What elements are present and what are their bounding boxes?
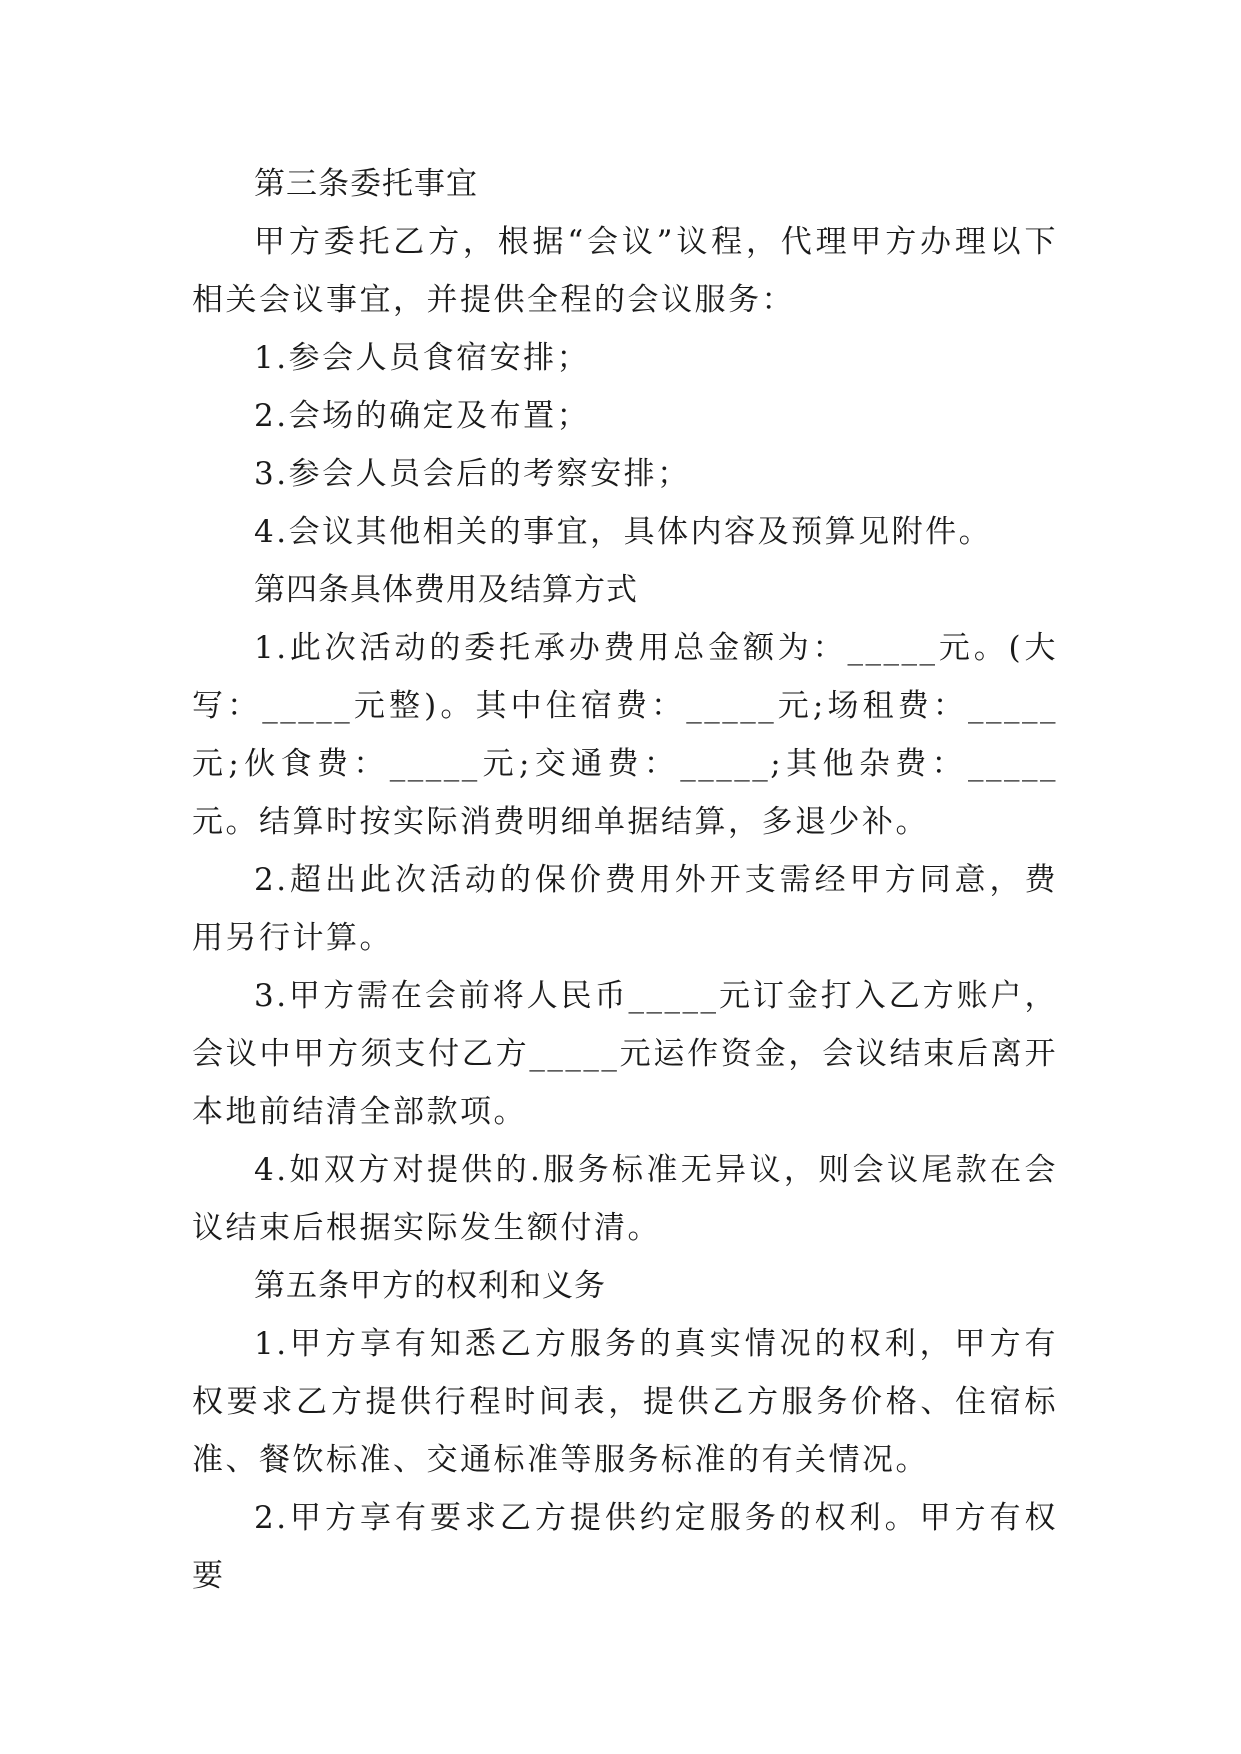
list-item: 3.参会人员会后的考察安排； (254, 456, 691, 492)
section-heading-5: 第五条甲方的权利和义务 (254, 1268, 606, 1304)
paragraph: 2.超出此次活动的保价费用外开支需经甲方同意，费用另行计算。 (192, 862, 1058, 956)
list-item: 2.会场的确定及布置； (254, 398, 591, 434)
section-heading-3: 第三条委托事宜 (254, 166, 478, 202)
list-item: 1.参会人员食宿安排； (254, 340, 591, 376)
document-body (192, 155, 1058, 1605)
paragraph: 甲方委托乙方，根据“会议”议程，代理甲方办理以下相关会议事宜，并提供全程的会议服务： (192, 224, 1058, 318)
section-heading-4: 第四条具体费用及结算方式 (254, 572, 638, 608)
list-item: 4.会议其他相关的事宜，具体内容及预算见附件。 (254, 514, 993, 550)
paragraph: 3.甲方需在会前将人民币_____元订金打入乙方账户，会议中甲方须支付乙方_____元运作资金，会议结束后离开本地前结清全部款项。 (192, 978, 1058, 1130)
paragraph: 1.甲方享有知悉乙方服务的真实情况的权利，甲方有权要求乙方提供行程时间表，提供乙方服务价格、住宿标准、餐饮标准、交通标准等服务标准的有关情况。 (192, 1326, 1058, 1478)
paragraph: 1.此次活动的委托承办费用总金额为：_____元。(大写：_____元整)。其中住宿费：_____元;场租费：_____元;伙食费：_____元;交通费：_____;其他杂费：_____元。结算时按实际消费明细单据结算，多退少补。 (192, 630, 1058, 840)
paragraph: 2.甲方享有要求乙方提供约定服务的权利。甲方有权要 (192, 1500, 1058, 1594)
paragraph: 4.如双方对提供的.服务标准无异议，则会议尾款在会议结束后根据实际发生额付清。 (192, 1152, 1058, 1246)
